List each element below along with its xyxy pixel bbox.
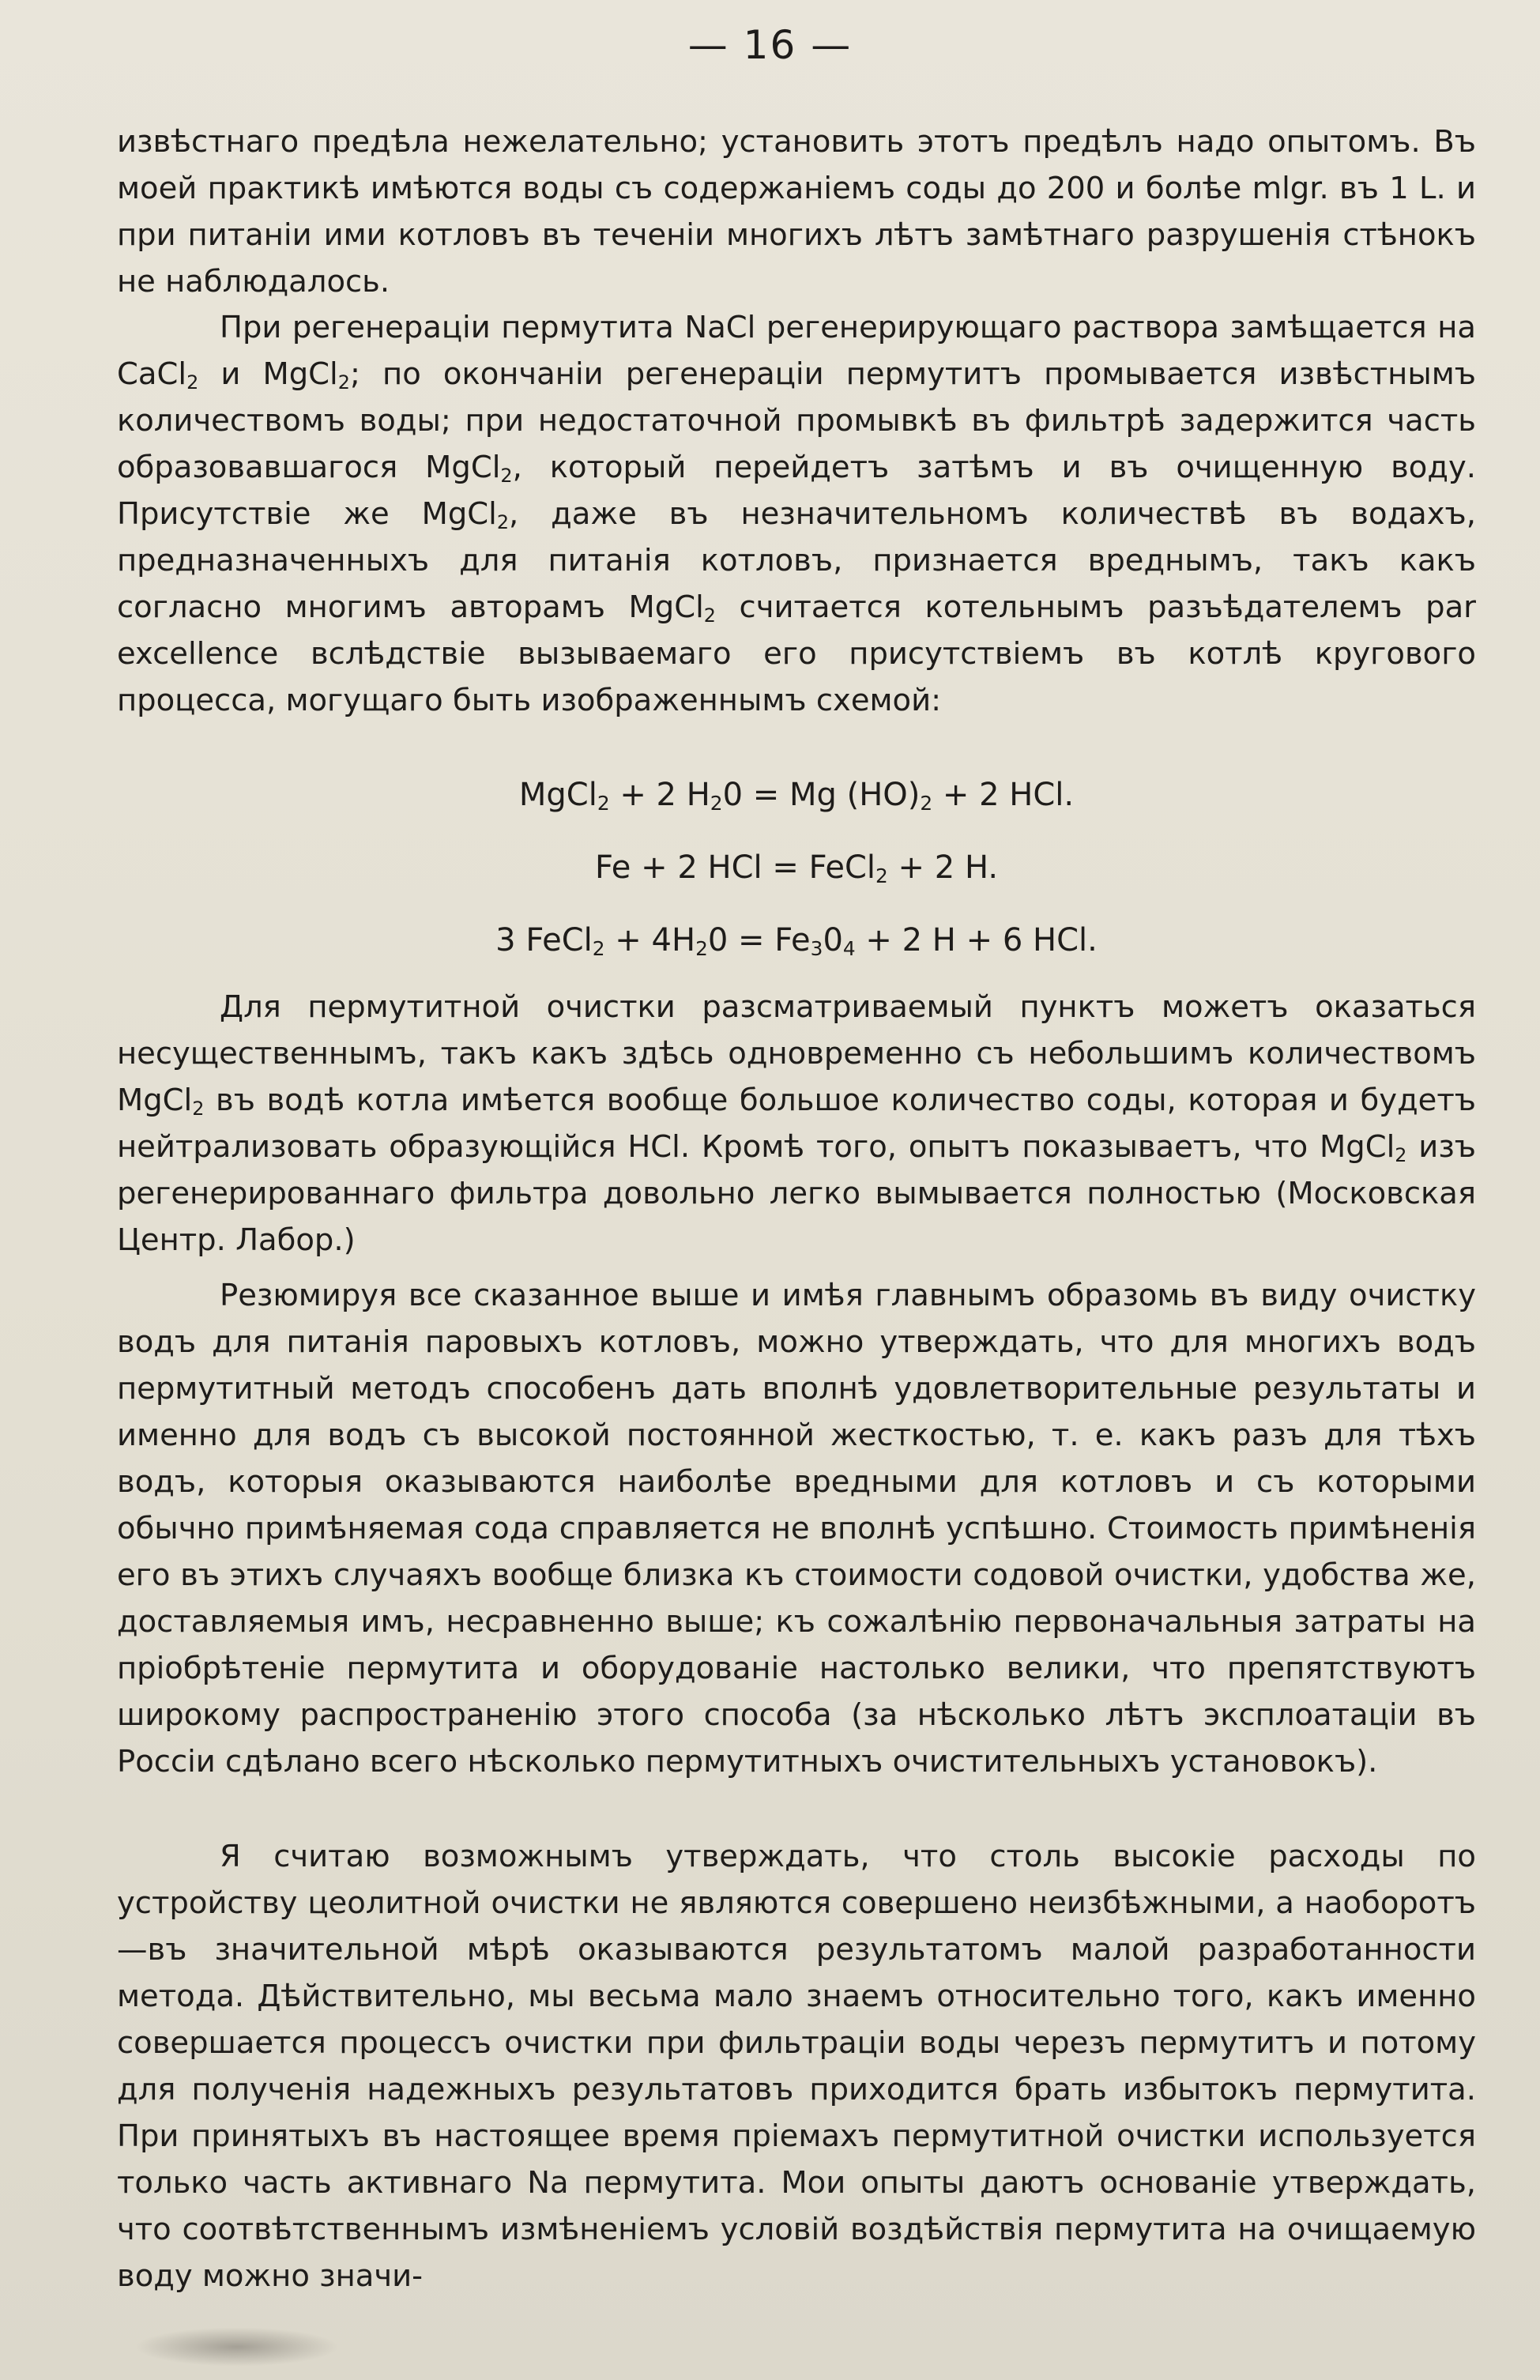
- subscript-2: 2: [496, 510, 510, 533]
- paragraph-5: [117, 1833, 1476, 2299]
- paragraph-3: [117, 984, 1476, 1263]
- paragraph-4-text: Резюмируя все сказанное выше и имѣя главнымъ образомь въ виду очистку водъ для питанія паровыхъ котловъ, можно утверждать, что для многихъ водъ пермутитный методъ способенъ дать вполнѣ удовлетворительные результаты и именно для водъ съ высокой постоянной жесткостью, т. е. какъ разъ для тѣхъ водъ, которыя оказываются наиболѣе вредными для котловъ и съ которыми обычно примѣняемая сода справляется не вполнѣ успѣшно. Стоимость примѣненія его въ этихъ случаяхъ вообще близка къ стоимости содовой очистки, удобства же, доставляемыя имъ, несравненно выше; къ сожалѣнію первоначальныя затраты на пріобрѣтеніе пермутита и оборудованіе настолько велики, что препятствуютъ широкому распространенію этого способа (за нѣсколько лѣтъ эксплоатаціи въ Россіи сдѣлано всего нѣсколько пермутитныхъ очистительныхъ установокъ).: [117, 1278, 1476, 1779]
- paragraph-5-text: Я считаю возможнымъ утверждать, что столь высокіе расходы по устройству цеолитной очистки не являются совершено неизбѣжными, а наоборотъ—въ значительной мѣрѣ оказываются результатомъ малой разработанности метода. Дѣйствительно, мы весьма мало знаемъ относительно того, какъ именно совершается процессъ очистки при фильтраціи воды черезъ пермутитъ и потому для полученія надежныхъ результатовъ приходится брать избытокъ пермутита. При принятыхъ въ настоящее время пріемахъ пермутитной очистки используется только часть активнаго Na пермутита. Мои опыты даютъ основаніе утверждать, что соотвѣтственнымъ измѣненіемъ условій воздѣйствія пермутита на очищаемую воду можно значи-: [117, 1839, 1476, 2294]
- subscript-2: 2: [1395, 1143, 1407, 1166]
- paragraph-3-text: [117, 984, 1476, 1263]
- text-run: , который перейдетъ затѣмъ и въ очищенную воду. Присутствіе же MgCl: [117, 450, 1476, 532]
- paragraph-1-text: извѣстнаго предѣла нежелательно; установить этотъ предѣлъ надо опытомъ. Въ моей практикѣ имѣются воды съ содержаніемъ соды до 200 и болѣе mlgr. въ 1 L. и при питаніи ими котловъ въ теченіи многихъ лѣтъ замѣтнаго разрушенія стѣнокъ не наблюдалось.: [117, 124, 1476, 299]
- reaction-scheme: [117, 759, 1476, 977]
- formula-2: Fe + 2 HCl = FeCl$_2$ + 2 H.: [594, 849, 999, 888]
- page-number: — 16 —: [687, 22, 853, 68]
- text-run: считается котельнымъ разъѣдателемъ par excellence вслѣдствіе вызываемаго его присутствіемъ въ котлѣ кругового процесса, могущаго быть изображеннымъ схемой:: [117, 589, 1476, 718]
- paragraph-2: [117, 304, 1476, 724]
- subscript-2: 2: [500, 464, 513, 487]
- text-run: ; по окончаніи регенераціи пермутитъ промывается извѣстнымъ количествомъ воды; при недостаточной промывкѣ въ фильтрѣ задержится часть образовавшагося MgCl: [117, 356, 1476, 485]
- formula-3: 3 FeCl$_2$ + $4H_20 = Fe_30_4 + 2$ H + 6 HCl.: [495, 922, 1098, 961]
- subscript-2: 2: [703, 604, 716, 627]
- paragraph-2-text: [117, 304, 1476, 724]
- subscript-2: 2: [337, 371, 350, 394]
- text-run: , даже въ незначительномъ количествѣ въ водахъ, предназначенныхъ для питанія котловъ, признается вреднымъ, такъ какъ согласно многимъ авторамъ MgCl: [117, 496, 1476, 625]
- text-run: При регенераціи пермутита NaCl регенерирующаго раствора замѣщается на CaCl: [117, 310, 1476, 392]
- formula-1: MgCl$_2$ + 2 $H_20 = Mg$ $(HO)_2 + 2$ HCl.: [518, 777, 1075, 815]
- subscript-2: 2: [192, 1097, 205, 1120]
- text-run: въ водѣ котла имѣется вообще большое количество соды, которая и будетъ нейтрализовать образующійся HCl. Кромѣ того, опытъ показываетъ, что MgCl: [117, 1083, 1476, 1165]
- ink-smudge: [134, 2327, 340, 2367]
- paragraph-4: [117, 1272, 1476, 1785]
- text-run: Для пермутитной очистки разсматриваемый пунктъ можетъ оказаться несущественнымъ, такъ какъ здѣсь одновременно съ небольшимъ количествомъ MgCl: [117, 989, 1476, 1118]
- text-run: изъ регенерированнаго фильтра довольно легко вымывается полностью (Московская Центр. Лабор.): [117, 1129, 1477, 1258]
- paragraph-1: [117, 119, 1476, 305]
- text-run: и MgCl: [198, 356, 338, 392]
- subscript-2: 2: [186, 371, 199, 394]
